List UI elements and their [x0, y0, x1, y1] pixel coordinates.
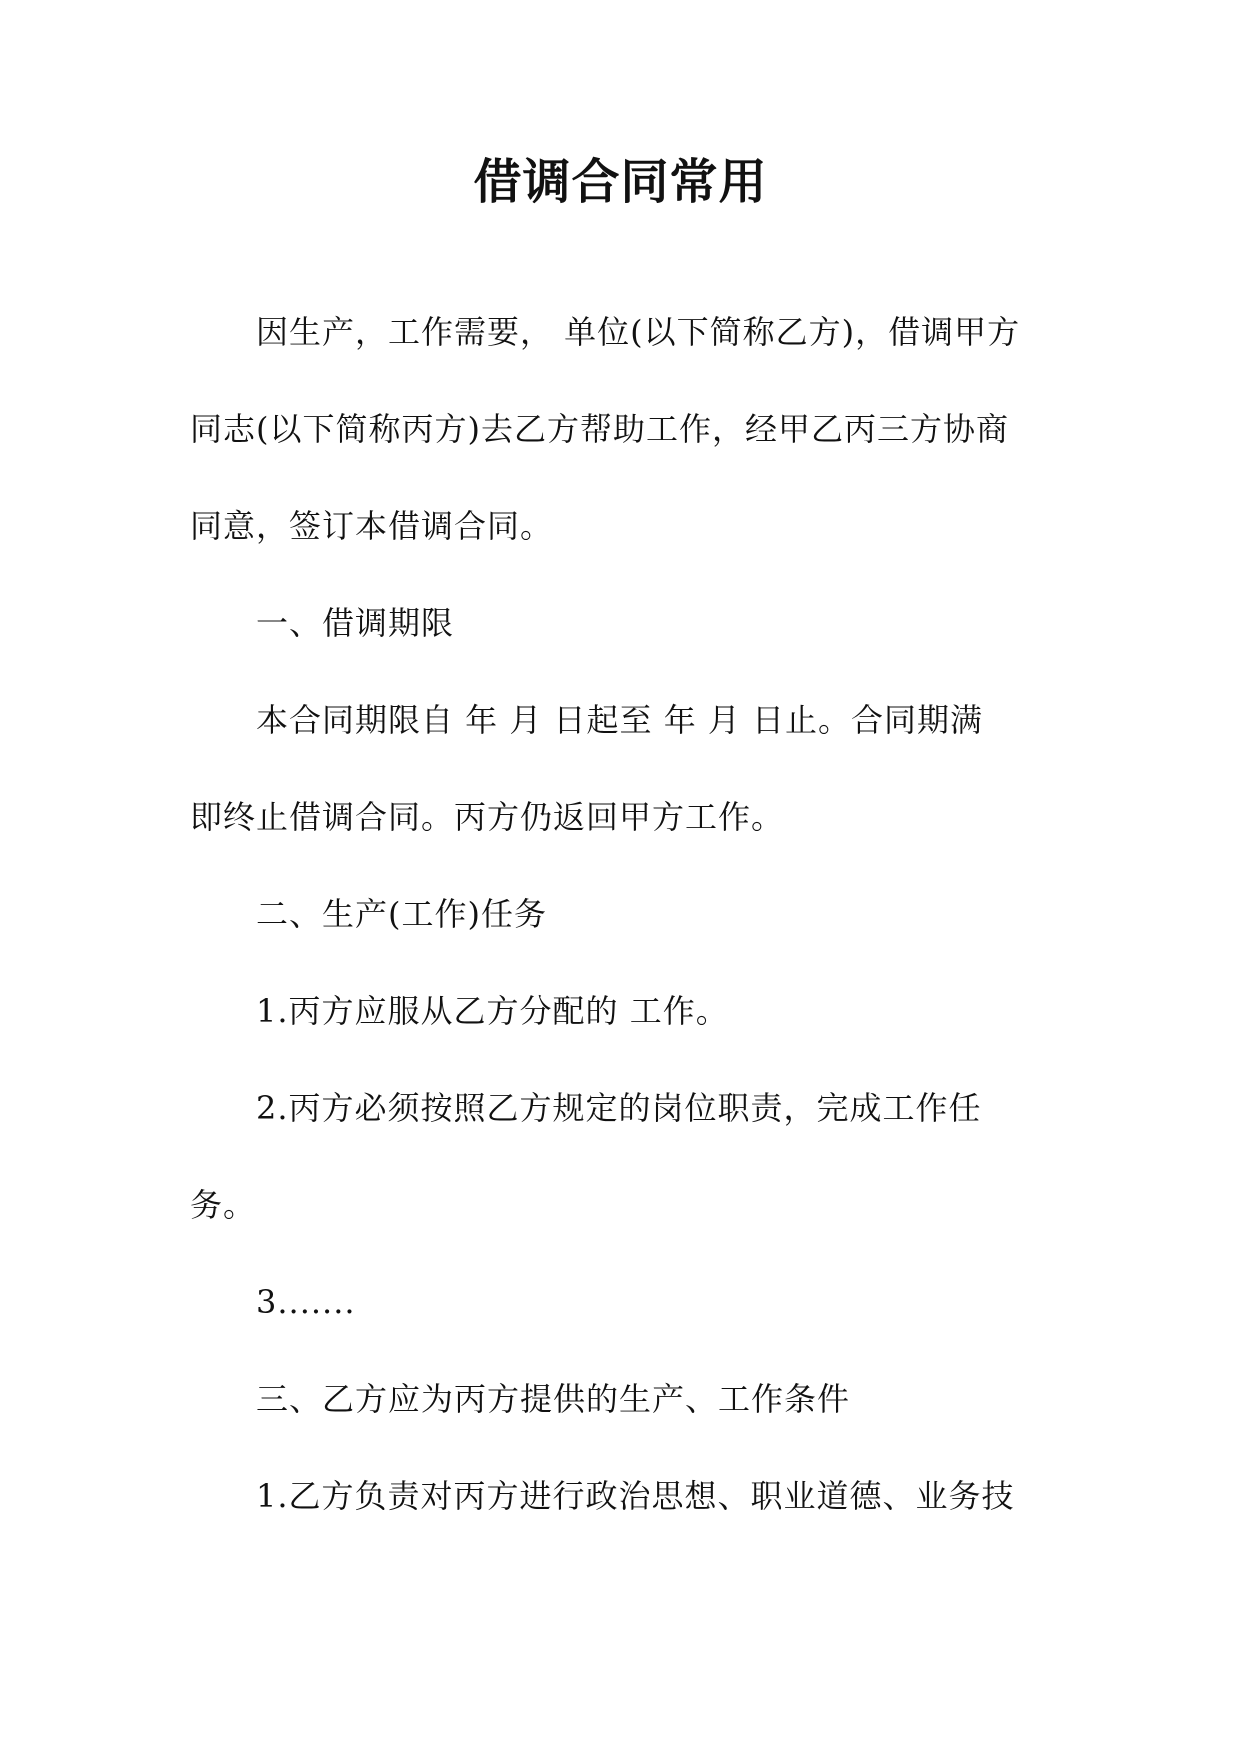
paragraph-line: 本合同期限自 年 月 日起至 年 月 日止。合同期满 — [256, 701, 984, 739]
paragraph-line: 同意，签订本借调合同。 — [190, 507, 554, 545]
list-item: 2.丙方必须按照乙方规定的岗位职责，完成工作任 — [256, 1089, 982, 1127]
document-title: 借调合同常用 — [473, 154, 768, 210]
paragraph-line: 同志(以下简称丙方)去乙方帮助工作，经甲乙丙三方协商 — [190, 410, 1009, 448]
list-item: 1.乙方负责对丙方进行政治思想、职业道德、业务技 — [256, 1477, 1015, 1515]
paragraph-line: 即终止借调合同。丙方仍返回甲方工作。 — [190, 798, 785, 836]
paragraph-line: 因生产，工作需要， 单位(以下简称乙方)，借调甲方 — [256, 313, 1021, 351]
list-item-continuation: 务。 — [190, 1186, 257, 1224]
section-heading: 二、生产(工作)任务 — [256, 895, 547, 933]
list-item: 3....... — [256, 1283, 356, 1321]
section-heading: 三、乙方应为丙方提供的生产、工作条件 — [256, 1380, 851, 1418]
list-item: 1.丙方应服从乙方分配的 工作。 — [256, 992, 729, 1030]
section-heading: 一、借调期限 — [256, 604, 455, 642]
